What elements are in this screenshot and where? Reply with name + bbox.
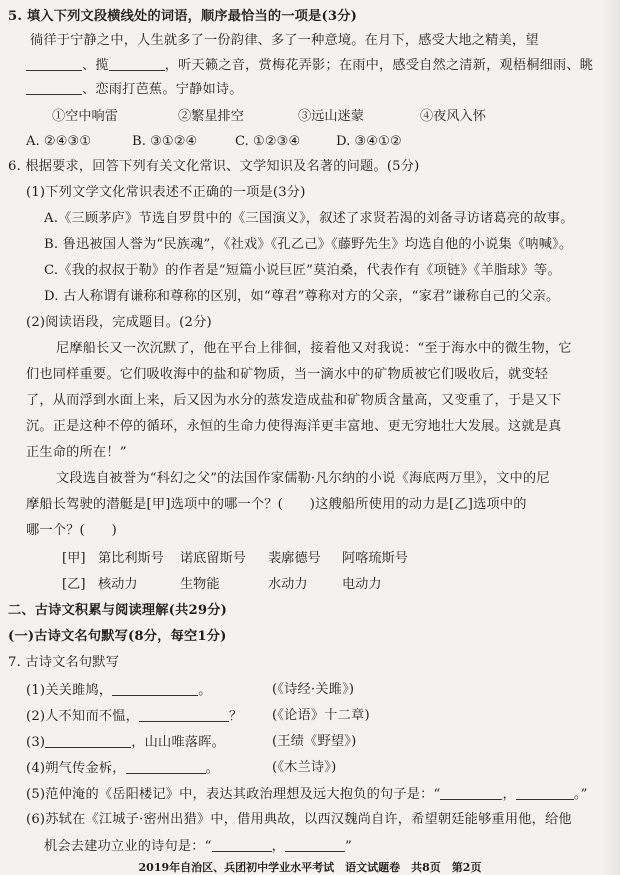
q7-line-2: (2)人不知而不愠， ？: [26, 709, 243, 724]
q6-question-line3: 哪一个？( ): [26, 523, 118, 538]
q5-blank-1[interactable]: [26, 56, 82, 71]
q7-blank-5b[interactable]: [516, 785, 574, 800]
q5-choice-b[interactable]: B. ③①②④: [132, 134, 198, 149]
q6-option-c[interactable]: C.《我的叔叔于勒》的作者是“短篇小说巨匠”莫泊桑，代表作有《项链》《羊脂球》等。: [44, 263, 561, 278]
q6-jia-opt-3[interactable]: 裴廓德号: [268, 551, 321, 566]
q5-choice-a[interactable]: A. ②④③①: [26, 134, 92, 149]
q7-stem: 7. 古诗文名句默写: [8, 655, 120, 670]
q5-stem: 5. 填入下列文段横线处的词语，顺序最恰当的一项是(3分): [8, 9, 358, 24]
q6-passage-line3: 了，从而浮到水面上来，后又因为水分的蒸发造成盐和矿物质含量高，又变重了，于是又下: [26, 393, 562, 408]
q6-question-line2: 摩船长驾驶的潜艇是[甲]选项中的哪一个？( )这艘船所使用的动力是[乙]选项中的: [26, 497, 527, 512]
q7-line-4: (4)朔气传金柝， 。: [26, 761, 219, 776]
q7-source-4: (《木兰诗》): [272, 760, 337, 775]
q5-passage-line3: 、恋雨打芭蕉。宁静如诗。: [26, 80, 243, 99]
q6-sub1: (1)下列文学文化常识表述不正确的一项是(3分): [26, 185, 306, 200]
q6-question-line1: 文段选自被誉为“科幻之父”的法国作家儒勒·凡尔纳的小说《海底两万里》，文中的尼: [56, 471, 550, 486]
q7-blank-1[interactable]: [112, 681, 198, 696]
q6-yi-opt-4[interactable]: 电动力: [342, 577, 382, 592]
q5-item-4: ④夜风入怀: [420, 109, 486, 124]
q7-blank-2[interactable]: [139, 707, 229, 722]
q6-jia-opt-1[interactable]: 第比利斯号: [98, 551, 164, 566]
q6-option-d[interactable]: D. 古人称谓有谦称和尊称的区别，如“尊君”尊称对方的父亲，“家君”谦称自己的父亲。: [44, 289, 560, 304]
q7-blank-3[interactable]: [45, 733, 131, 748]
q7-line-1: (1)关关雎鸠， 。: [26, 683, 212, 698]
q7-blank-6b[interactable]: [285, 837, 345, 852]
q7-source-1: (《诗经·关雎》): [272, 682, 355, 697]
q5-item-2: ②繁星排空: [178, 109, 244, 124]
page-edge-shadow: [602, 0, 620, 875]
q6-stem: 6. 根据要求，回答下列有关文化常识、文学知识及名著的问题。(5分): [8, 159, 420, 174]
page-footer: 2019年自治区、兵团初中学业水平考试 语文试题卷 共8页 第2页: [138, 861, 482, 874]
q6-yi-opt-2[interactable]: 生物能: [180, 577, 220, 592]
q5-item-3: ③远山迷蒙: [298, 109, 364, 124]
q7-blank-5a[interactable]: [440, 785, 502, 800]
q6-jia-opt-4[interactable]: 阿喀琉斯号: [342, 551, 408, 566]
q6-jia-label: [甲]: [62, 551, 86, 566]
q7-source-3: (王绩《野望》): [272, 734, 357, 749]
q6-yi-opt-3[interactable]: 水动力: [268, 577, 308, 592]
q6-jia-opt-2[interactable]: 诺底留斯号: [180, 551, 246, 566]
q6-passage-line4: 沉。正是这种不停的循环，永恒的生命力使得海洋更丰富地、更无穷地壮大发展。这就是真: [26, 419, 562, 434]
q6-option-b[interactable]: B. 鲁迅被国人誉为“民族魂”，《社戏》《孔乙己》《藤野先生》均选自他的小说集《呐喊》。: [44, 237, 573, 252]
q5-item-1: ①空中响雷: [52, 109, 118, 124]
q6-passage-line5: 正生命的所在！”: [26, 445, 127, 460]
q5-choice-d[interactable]: D. ③④①②: [336, 134, 402, 149]
q7-blank-4[interactable]: [126, 759, 206, 774]
q7-source-2: (《论语》十二章): [272, 708, 370, 723]
q6-yi-opt-1[interactable]: 核动力: [98, 577, 138, 592]
section-2-title: 二、古诗文积累与阅读理解(共29分): [8, 603, 228, 618]
q5-passage-line2: 、揽 ，听天籁之音，赏梅花弄影；在雨中，感受自然之清新，观梧桐细雨、眺: [26, 56, 593, 75]
q6-passage-line2: 们也同样重要。它们吸收海中的盐和矿物质，当一滴水中的矿物质被它们吸收后，就变轻: [26, 367, 549, 382]
q7-line-6b: 机会去建功立业的诗句是：“ ， ”: [44, 839, 352, 854]
q5-blank-3[interactable]: [26, 80, 82, 95]
q5-blank-2[interactable]: [109, 56, 165, 71]
q7-line-6a: (6)苏轼在《江城子·密州出猎》中，借用典故，以西汉魏尚自许，希望朝廷能够重用他，给他: [26, 812, 572, 827]
q6-sub2: (2)阅读语段，完成题目。(2分): [26, 315, 212, 330]
q6-yi-label: [乙]: [62, 577, 86, 592]
q7-line-3: (3) ，山山唯落晖。: [26, 735, 225, 750]
section-2-subtitle: (一)古诗文名句默写(8分，每空1分): [8, 629, 227, 644]
q5-passage-line1: 徜徉于宁静之中，人生就多了一份韵律、多了一种意境。在月下，感受大地之精美，望: [30, 33, 539, 48]
q6-option-a[interactable]: A.《三顾茅庐》节选自罗贯中的《三国演义》，叙述了求贤若渴的刘备寻访诸葛亮的故事。: [44, 211, 574, 226]
q6-passage-line1: 尼摩船长又一次沉默了，他在平台上徘徊，接着他又对我说：“至于海水中的微生物，它: [56, 341, 572, 356]
q7-line-5: (5)范仲淹的《岳阳楼记》中，表达其政治理想及远大抱负的句子是：“ ， 。”: [26, 787, 588, 802]
q5-choice-c[interactable]: C. ①②③④: [235, 134, 301, 149]
q7-blank-6a[interactable]: [212, 837, 272, 852]
